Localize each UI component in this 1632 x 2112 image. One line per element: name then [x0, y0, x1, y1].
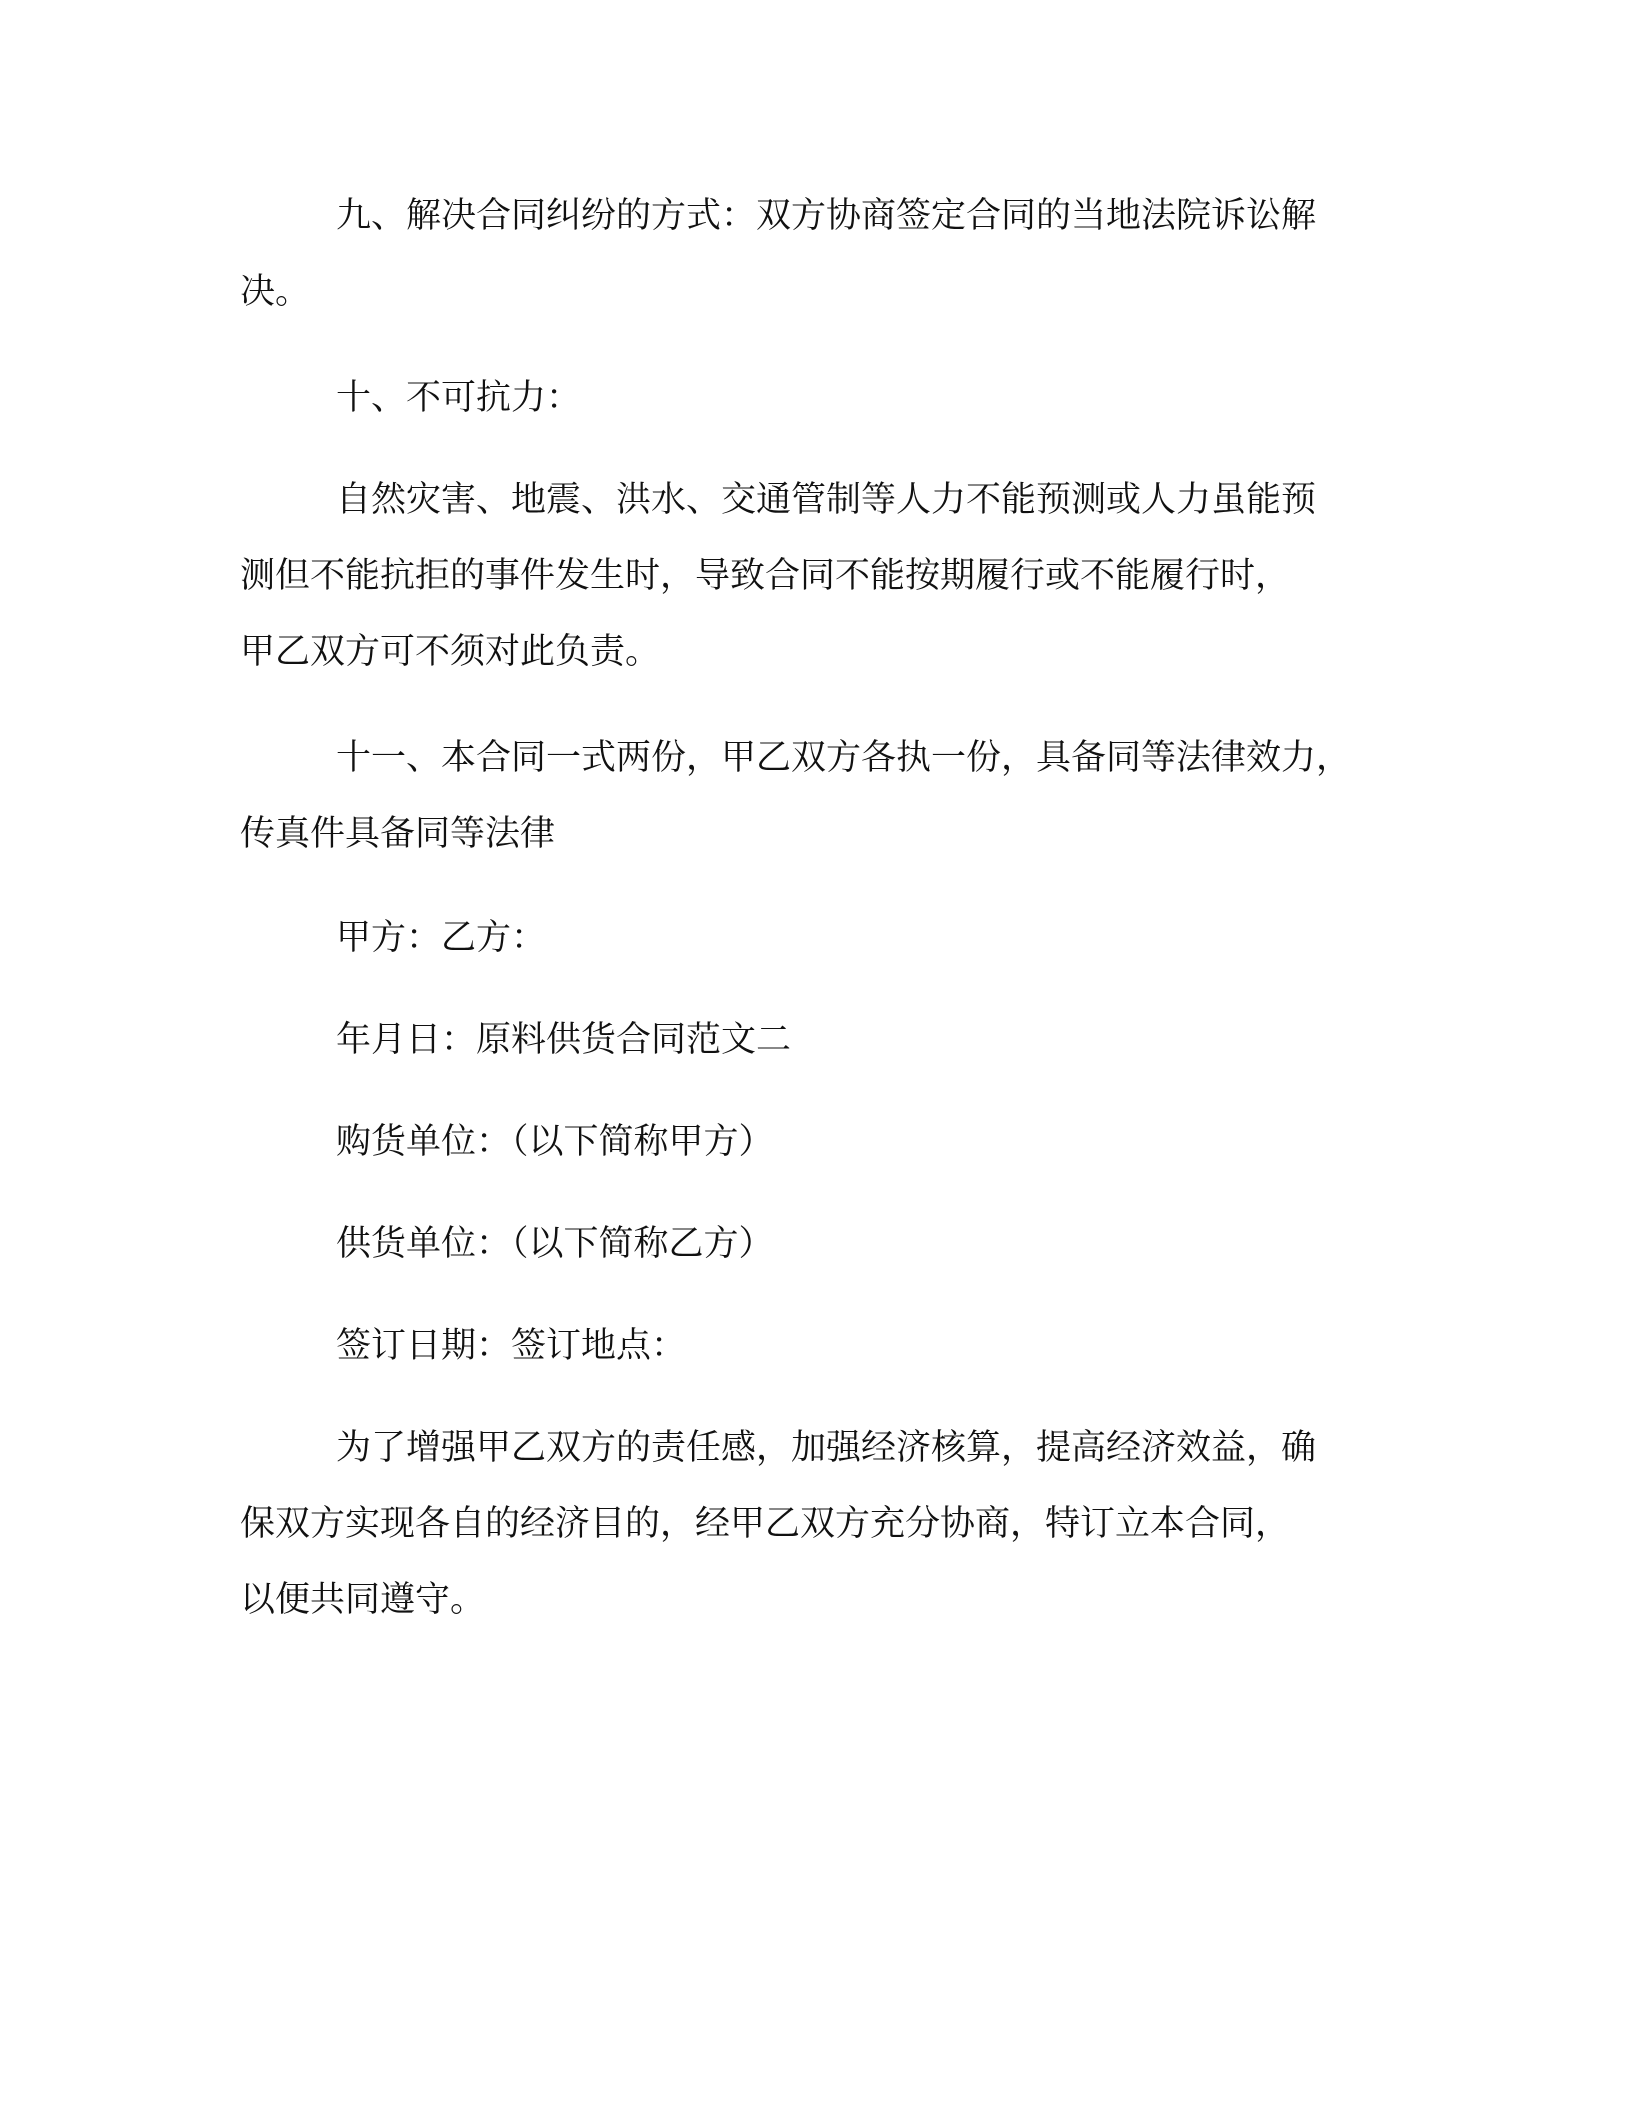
text-line: 决。 — [240, 272, 311, 312]
text-line: 购货单位：（以下简称甲方） — [336, 1122, 774, 1162]
text-line: 十、不可抗力： — [336, 378, 582, 418]
text-line: 传真件具备同等法律 — [240, 814, 556, 854]
text-line: 以便共同遵守。 — [240, 1580, 486, 1620]
paragraph-force-majeure-heading — [240, 360, 1400, 436]
text-line: 保双方实现各自的经济目的，经甲乙双方充分协商，特订立本合同， — [240, 1504, 1291, 1544]
text-line: 为了增强甲乙双方的责任感，加强经济核算，提高经济效益，确 — [336, 1428, 1317, 1468]
paragraph-purpose — [240, 1410, 1400, 1638]
paragraph-force-majeure-body — [240, 462, 1400, 690]
paragraph-signing — [240, 1308, 1400, 1384]
text-line: 自然灾害、地震、洪水、交通管制等人力不能预测或人力虽能预 — [336, 480, 1317, 520]
text-line: 甲乙双方可不须对此负责。 — [240, 632, 661, 672]
text-line: 九、解决合同纠纷的方式：双方协商签定合同的当地法院诉讼解 — [336, 196, 1317, 236]
paragraph-buyer — [240, 1104, 1400, 1180]
text-line: 十一、本合同一式两份，甲乙双方各执一份，具备同等法律效力， — [336, 738, 1352, 778]
paragraph-dispute-resolution — [240, 178, 1400, 330]
paragraph-supplier — [240, 1206, 1400, 1282]
text-line: 年月日：原料供货合同范文二 — [336, 1020, 792, 1060]
text-line: 甲方：乙方： — [336, 918, 547, 958]
paragraph-copies — [240, 720, 1400, 872]
text-line: 签订日期：签订地点： — [336, 1326, 687, 1366]
text-line: 供货单位：（以下简称乙方） — [336, 1224, 774, 1264]
paragraph-parties — [240, 900, 1400, 976]
text-line: 测但不能抗拒的事件发生时，导致合同不能按期履行或不能履行时， — [240, 556, 1291, 596]
paragraph-date-title — [240, 1002, 1400, 1078]
